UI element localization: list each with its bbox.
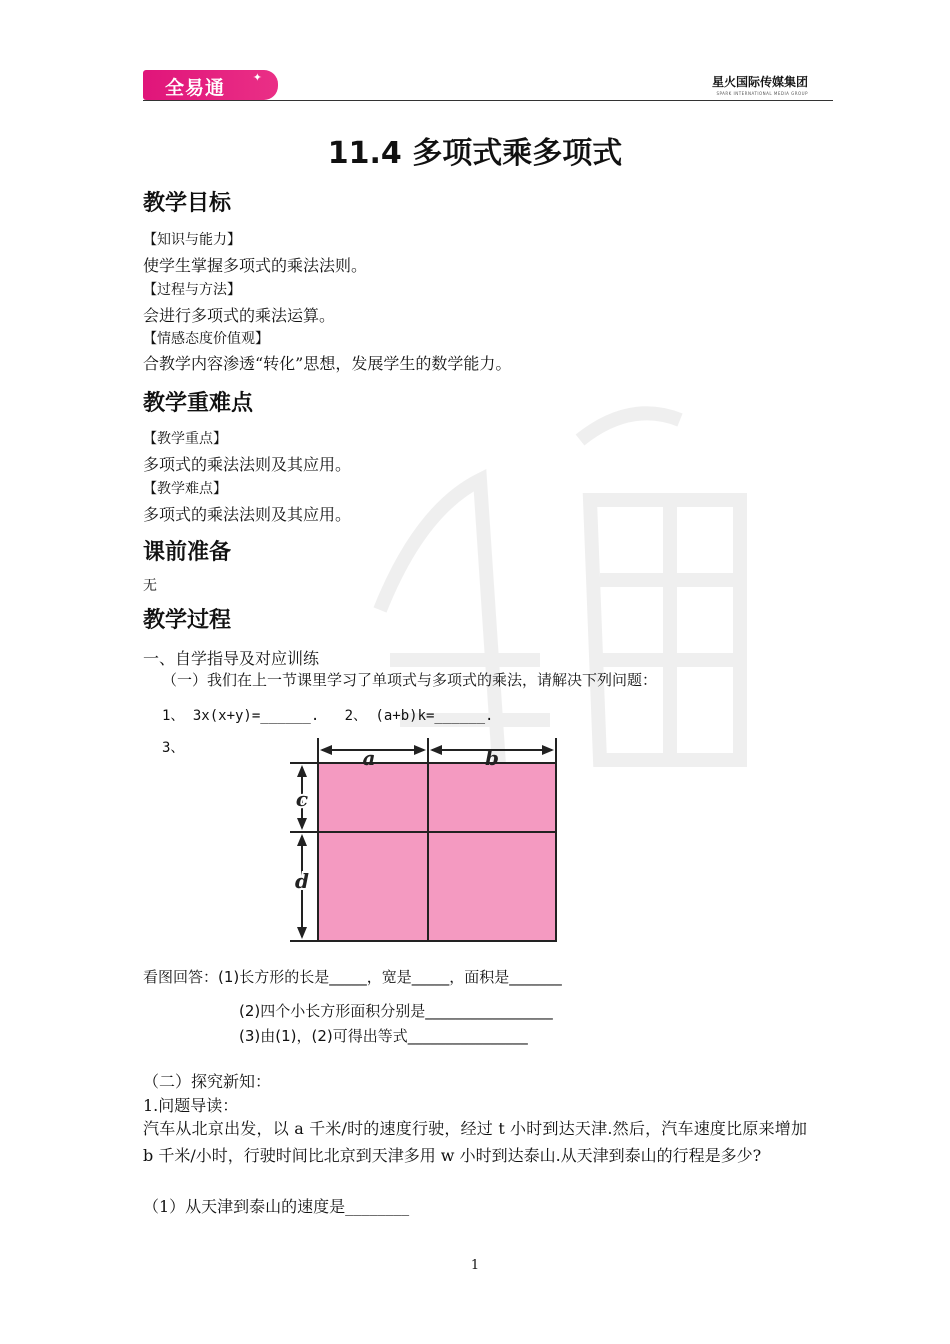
figure-rect — [318, 763, 556, 941]
label-hard: 【教学难点】 — [143, 481, 227, 497]
dimension-b-arrowhead-left — [430, 745, 442, 755]
figure-label-a: a — [362, 746, 376, 770]
dimension-b-arrowhead-right — [542, 745, 554, 755]
company-name — [700, 73, 808, 96]
brand-logo-text: 全易通 — [165, 77, 226, 99]
text-answer-3: (3)由(1)，(2)可得出等式________________ — [239, 1027, 528, 1045]
dimension-a-arrowhead-right — [414, 745, 426, 755]
dimension-d-arrowhead-bottom — [297, 927, 307, 939]
text-q1: 1、 3x(x+y)=______. 2、 (a+b)k=______. — [162, 708, 494, 724]
text-sub1: （一）我们在上一节课里学习了单项式与多项式的乘法，请解决下列问题： — [162, 671, 658, 689]
heading-prep: 课前准备 — [143, 540, 232, 565]
rectangle-figure — [280, 734, 580, 950]
label-emotion: 【情感态度价值观】 — [143, 331, 269, 347]
dimension-c-arrowhead-top — [297, 765, 307, 777]
figure-label-d: d — [295, 869, 309, 893]
text-answer-lead: 看图回答：(1)长方形的长是_____，宽是_____，面积是_______ — [143, 968, 562, 986]
page-title: 11.4 多项式乘多项式 — [327, 136, 623, 171]
company-name-en: SPARK INTERNATIONAL MEDIA GROUP — [716, 91, 808, 96]
text-q-speed: （1）从天津到泰山的速度是________ — [143, 1197, 410, 1216]
label-knowledge: 【知识与能力】 — [143, 232, 241, 248]
text-knowledge: 使学生掌握多项式的乘法法则。 — [143, 256, 368, 275]
page-number: 1 — [470, 1258, 480, 1273]
figure-label-b: b — [485, 746, 499, 770]
dimension-c-arrowhead-bottom — [297, 818, 307, 830]
header-divider — [143, 100, 833, 101]
heading-key-points: 教学重难点 — [143, 391, 254, 416]
figure-label-c: c — [295, 787, 309, 811]
dimension-a-arrowhead-left — [320, 745, 332, 755]
problem-paragraph: 汽车从北京出发，以 a 千米/时的速度行驶，经过 t 小时到达天津.然后，汽车速度比原来增加 b 千米/小时，行驶时间比北京到天津多用 w 小时到达泰山.从天津到泰山的行程是多少? — [143, 1119, 807, 1165]
text-sub2: （二）探究新知： — [143, 1072, 272, 1091]
text-emotion: 合教学内容渗透“转化”思想，发展学生的数学能力。 — [143, 354, 512, 373]
text-part1: 一、自学指导及对应训练 — [143, 649, 320, 668]
company-name-cn: 星火国际传媒集团 — [711, 75, 808, 89]
text-answer-2: (2)四个小长方形面积分别是_________________ — [239, 1002, 553, 1020]
text-guide: 1.问题导读： — [143, 1096, 239, 1115]
star-icon: ✦ — [252, 71, 262, 84]
heading-process: 教学过程 — [143, 608, 232, 633]
brand-logo — [143, 70, 278, 100]
text-process: 会进行多项式的乘法运算。 — [143, 306, 336, 325]
text-key: 多项式的乘法法则及其应用。 — [143, 455, 352, 474]
label-process: 【过程与方法】 — [143, 282, 241, 298]
label-key: 【教学重点】 — [143, 431, 227, 447]
heading-goals: 教学目标 — [143, 191, 232, 216]
text-q3: 3、 — [162, 740, 185, 756]
text-hard: 多项式的乘法法则及其应用。 — [143, 505, 352, 524]
text-prep: 无 — [143, 578, 157, 594]
dimension-d-arrowhead-top — [297, 834, 307, 846]
